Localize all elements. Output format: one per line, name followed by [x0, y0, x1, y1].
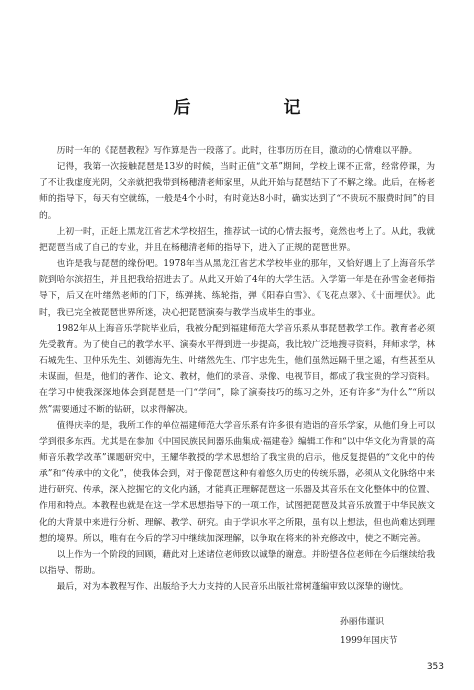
paragraph: 最后，对为本教程写作、出版给予大力支持的人民音乐出版社常树蓬编审致以深挚的谢忱。: [56, 582, 409, 593]
paragraph: 历时一年的《琵琶教程》写作算是告一段落了。此时，往事历历在目，激动的心情难以平静。: [56, 146, 418, 156]
paragraph: 上初一时，正赶上黑龙江省艺术学校招生，推荐试一试的心情去报考，竟然也考上了。从此，我就把琵琶当成了自己的专业，并且在杨穗清老师的指导下，进入了正规的琵琶世界。: [39, 226, 435, 253]
signature-name: 孙丽伟谨识: [340, 617, 384, 627]
paragraph: 以上作为一个阶段的回顾，藉此对上述诸位老师致以诚挚的谢意。并盼望各位老师在今后继续给我以指导、帮助。: [39, 549, 435, 577]
paragraph: 1982年从上海音乐学院毕业后，我被分配到福建师范大学音乐系从事琵琶教学工作。教育者必须先受教育。为了使自己的教学水平、演奏水平得到进一步提高，我比较广泛地搜寻资料，拜师求学，林石城先生、卫仲乐先生、刘德海先生、叶绪然先生、邝宇忠先生，他们虽然远隔千里之遥，有些甚至从未谋面，但是，他们的著作、论文、教材，他们的录音、录像、电视节目，都成了我宝贵的学习资料。在学习中使我深深地体会到琵琶是一门“学问”，除了演奏技巧的练习之外，还有许多“为什么”“所以然”需要通过不断的钻研，以求得解决。: [39, 323, 435, 415]
page-number: 353: [426, 662, 444, 672]
paragraph: 值得庆幸的是，我所工作的单位福建师范大学音乐系有许多很有造诣的音乐学家，从他们身上可以学到很多东西。尤其是在参加《中国民族民间器乐曲集成·福建卷》编辑工作和“以中华文化为背景的高师音乐教学改革”课题研究中，王耀华教授的学术思想给了我宝贵的启示，他反复提倡的“文化中的传承”和“传承中的文化”，使我体会到，对于像琵琶这种有着悠久历史的传统乐器，必须从文化脉络中来进行研究、传承，深入挖掘它的文化内涵，才能真正理解琵琶这一乐器及其音乐在文化整体中的位置、作用和特点。本教程也就是在这一学术思想指导下的一项工作，试图把琵琶及其音乐放置于中华民族文化的大背景中来进行分析、理解、教学、研究。由于学识水平之所限，虽有以上想法，但也尚难达到理想的境界。所以，唯有在今后的学习中继续加深理解，以争取在将来的补充修改中，使之不断完善。: [39, 420, 435, 544]
afterword-body: [39, 143, 435, 595]
signature-date: 1999年国庆节: [340, 636, 398, 646]
page-title: 后 记: [173, 98, 339, 118]
paragraph: 记得，我第一次接触琵琶是13岁的时候，当时正值“文革”期间，学校上课不正常，经常停课，为了不让我虚度光阴，父亲就把我带到杨穗清老师家里，从此开始与琵琶结下了不解之缘。此后，在杨老师的指导下，每天有空就练，一般是4个小时，有时竟达8小时，确实达到了“不贵玩不服费时间”的目的。: [39, 162, 435, 221]
paragraph: 也许是我与琵琶的缘份吧。1978年当从黑龙江省艺术学校毕业的那年，又恰好遇上了上海音乐学院到哈尔滨招生，并且把我给招进去了。从此又开始了4年的大学生活。入学第一年是在孙雪金老师指导下，后又在叶绪然老师的门下，练弹挑、练轮指，弹《阳春白雪》、《飞花点翠》、《十面埋伏》。此时，我已完全被琵琶世界所迷，决心把琵琶演奏与教学当成毕生的事业。: [39, 259, 435, 318]
